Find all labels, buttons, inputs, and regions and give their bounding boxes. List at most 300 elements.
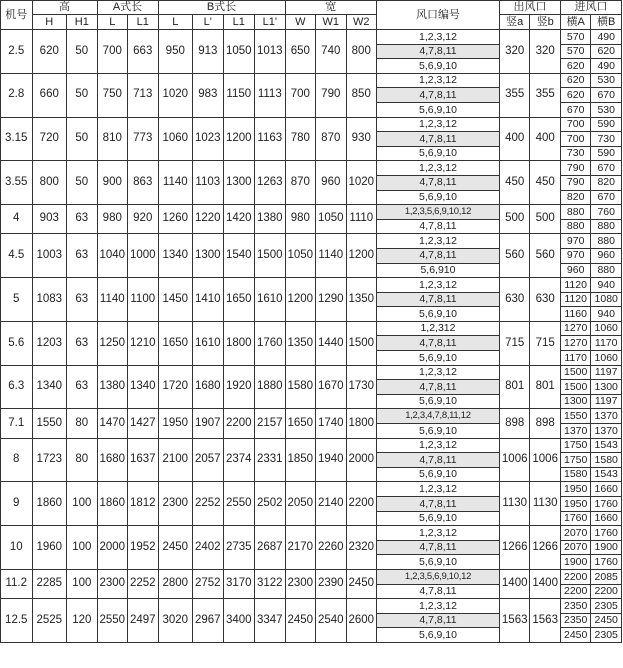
inlet-b-cell: 940: [591, 307, 622, 322]
dimension-cell-al1: 1427: [128, 409, 158, 438]
dimension-cell-bl: 1650: [158, 321, 193, 365]
outlet-code-cell: 4,7,8,11: [377, 219, 500, 234]
header-jihao: 机号: [1, 1, 33, 30]
dimension-cell-w2: 1110: [346, 205, 376, 234]
outlet-b-cell: 450: [530, 161, 560, 205]
inlet-b-cell: 760: [591, 205, 622, 220]
dimension-cell-blp: 1907: [193, 409, 223, 438]
outlet-code-cell: 4,7,8,11: [377, 44, 500, 59]
dimension-cell-w1: 870: [316, 117, 346, 161]
dimension-cell-al: 700: [97, 30, 127, 74]
dimension-cell-w: 650: [285, 30, 315, 74]
dimension-cell-h1: 120: [67, 599, 97, 643]
inlet-b-cell: 2305: [591, 599, 622, 614]
header-a-length: A式长: [97, 1, 158, 15]
dimension-cell-bl1: 1800: [223, 321, 255, 365]
dimension-cell-w: 1850: [285, 438, 315, 482]
inlet-a-cell: 620: [560, 88, 590, 103]
inlet-a-cell: 1170: [560, 351, 590, 366]
inlet-b-cell: 1760: [591, 555, 622, 570]
machine-no-cell: 9: [1, 482, 33, 526]
machine-no-cell: 2.5: [1, 30, 33, 74]
dimension-cell-bl: 1340: [158, 234, 193, 278]
dimension-cell-bl1p: 1163: [255, 117, 286, 161]
dimension-cell-al: 1040: [97, 234, 127, 278]
outlet-b-cell: 1130: [530, 482, 560, 526]
dimension-cell-al1: 2497: [128, 599, 158, 643]
inlet-a-cell: 960: [560, 263, 590, 278]
inlet-b-cell: 1660: [591, 482, 622, 497]
dimension-cell-bl1: 1540: [223, 234, 255, 278]
dimension-cell-bl1p: 1500: [255, 234, 286, 278]
machine-no-cell: 6.3: [1, 365, 33, 409]
dimension-cell-al: 750: [97, 73, 127, 117]
dimension-cell-bl: 1260: [158, 205, 193, 234]
dimension-cell-h1: 50: [67, 73, 97, 117]
dimension-cell-w2: 1500: [346, 321, 376, 365]
dimension-cell-blp: 1023: [193, 117, 223, 161]
machine-no-cell: 8: [1, 438, 33, 482]
outlet-code-cell: 1,2,3,12: [377, 365, 500, 380]
outlet-a-cell: 500: [499, 205, 529, 234]
table-row: [1, 117, 622, 132]
sub-header-row: [1, 15, 622, 30]
dimension-cell-bl1p: 1380: [255, 205, 286, 234]
dimension-cell-w: 1050: [285, 234, 315, 278]
outlet-b-cell: 400: [530, 117, 560, 161]
outlet-b-cell: 1563: [530, 599, 560, 643]
dimension-cell-blp: 1680: [193, 365, 223, 409]
table-row: [1, 365, 622, 380]
inlet-b-cell: 670: [591, 190, 622, 205]
inlet-b-cell: 1370: [591, 409, 622, 424]
dimension-cell-w1: 2540: [316, 599, 346, 643]
dimension-cell-blp: 1103: [193, 161, 223, 205]
dimension-cell-w2: 1800: [346, 409, 376, 438]
inlet-b-cell: 1760: [591, 497, 622, 512]
outlet-a-cell: 898: [499, 409, 529, 438]
dimension-cell-al: 900: [97, 161, 127, 205]
outlet-code-cell: 1,2,3,12: [377, 278, 500, 293]
dimension-cell-bl1p: 2157: [255, 409, 286, 438]
table-row: [1, 73, 622, 88]
inlet-b-cell: 1660: [591, 511, 622, 526]
outlet-code-cell: 4,7,8,11: [377, 584, 500, 599]
inlet-a-cell: 670: [560, 102, 590, 117]
inlet-a-cell: 1270: [560, 321, 590, 336]
dimension-cell-w1: 2140: [316, 482, 346, 526]
dimension-cell-h1: 80: [67, 409, 97, 438]
dimension-cell-w2: 2450: [346, 569, 376, 598]
dimension-cell-al1: 1210: [128, 321, 158, 365]
dimension-cell-w1: 2260: [316, 526, 346, 570]
inlet-a-cell: 570: [560, 44, 590, 59]
dimension-cell-w: 1200: [285, 278, 315, 322]
inlet-b-cell: 1370: [591, 424, 622, 439]
inlet-b-cell: 530: [591, 73, 622, 88]
dimension-cell-bl: 1140: [158, 161, 193, 205]
dimension-cell-blp: 1220: [193, 205, 223, 234]
inlet-a-cell: 620: [560, 73, 590, 88]
machine-no-cell: 5: [1, 278, 33, 322]
machine-no-cell: 7.1: [1, 409, 33, 438]
inlet-b-cell: 1900: [591, 540, 622, 555]
sub-header-cell: W: [285, 15, 315, 30]
inlet-b-cell: 1300: [591, 380, 622, 395]
dimension-cell-h: 1340: [32, 365, 67, 409]
dimension-cell-al1: 713: [128, 73, 158, 117]
table-row: [1, 482, 622, 497]
dimension-cell-bl1p: 2502: [255, 482, 286, 526]
inlet-a-cell: 2070: [560, 526, 590, 541]
inlet-b-cell: 1060: [591, 351, 622, 366]
dimension-cell-h1: 63: [67, 365, 97, 409]
inlet-a-cell: 730: [560, 146, 590, 161]
dimension-cell-bl1p: 1013: [255, 30, 286, 74]
dimension-cell-bl: 1450: [158, 278, 193, 322]
inlet-a-cell: 1120: [560, 292, 590, 307]
outlet-code-cell: 1,2,3,5,6,9,10,12: [377, 569, 500, 584]
machine-no-cell: 4.5: [1, 234, 33, 278]
inlet-a-cell: 1500: [560, 380, 590, 395]
inlet-a-cell: 700: [560, 132, 590, 147]
outlet-a-cell: 801: [499, 365, 529, 409]
inlet-a-cell: 1300: [560, 394, 590, 409]
inlet-b-cell: 620: [591, 44, 622, 59]
table-header: [1, 1, 622, 30]
inlet-b-cell: 730: [591, 132, 622, 147]
table-row: [1, 205, 622, 220]
inlet-a-cell: 1750: [560, 438, 590, 453]
sub-header-cell: L: [97, 15, 127, 30]
dimension-cell-al1: 773: [128, 117, 158, 161]
sub-header-cell: W1: [316, 15, 346, 30]
dimension-cell-h1: 50: [67, 117, 97, 161]
dimension-cell-al1: 920: [128, 205, 158, 234]
inlet-b-cell: 880: [591, 234, 622, 249]
dimension-cell-h: 660: [32, 73, 67, 117]
dimension-cell-h: 800: [32, 161, 67, 205]
outlet-a-cell: 630: [499, 278, 529, 322]
dimension-cell-w1: 790: [316, 73, 346, 117]
machine-no-cell: 10: [1, 526, 33, 570]
outlet-code-cell: 5,6,9,10: [377, 394, 500, 409]
dimension-cell-al: 1470: [97, 409, 127, 438]
dimension-cell-bl: 1950: [158, 409, 193, 438]
outlet-code-cell: 5,6,9,10: [377, 102, 500, 117]
outlet-b-cell: 898: [530, 409, 560, 438]
outlet-b-cell: 1006: [530, 438, 560, 482]
header-b-length: B式长: [158, 1, 285, 15]
dimension-cell-blp: 1300: [193, 234, 223, 278]
outlet-b-cell: 560: [530, 234, 560, 278]
outlet-code-cell: 1,2,3,12: [377, 599, 500, 614]
outlet-code-cell: 1,2,3,12: [377, 438, 500, 453]
dimension-cell-al: 1140: [97, 278, 127, 322]
machine-no-cell: 3.15: [1, 117, 33, 161]
outlet-code-cell: 1,2,3,5,6,9,10,12: [377, 205, 500, 220]
dimension-cell-h: 1083: [32, 278, 67, 322]
table-body: [1, 30, 622, 643]
sub-header-cell: L1: [223, 15, 255, 30]
dimension-cell-w2: 850: [346, 73, 376, 117]
outlet-a-cell: 320: [499, 30, 529, 74]
dimension-cell-al: 1380: [97, 365, 127, 409]
dimension-cell-blp: 2967: [193, 599, 223, 643]
dimension-cell-blp: 913: [193, 30, 223, 74]
dimension-cell-bl1: 1650: [223, 278, 255, 322]
dimension-cell-al1: 1340: [128, 365, 158, 409]
dimension-cell-bl1: 1150: [223, 73, 255, 117]
dimension-cell-bl1: 1420: [223, 205, 255, 234]
sub-header-cell: L1': [255, 15, 286, 30]
inlet-a-cell: 620: [560, 59, 590, 74]
inlet-a-cell: 2350: [560, 599, 590, 614]
dimension-cell-al1: 663: [128, 30, 158, 74]
inlet-b-cell: 1760: [591, 526, 622, 541]
outlet-code-cell: 4,7,8,11: [377, 540, 500, 555]
inlet-a-cell: 1950: [560, 497, 590, 512]
inlet-b-cell: 490: [591, 59, 622, 74]
inlet-b-cell: 1060: [591, 321, 622, 336]
dimension-cell-bl1: 2735: [223, 526, 255, 570]
dimension-cell-blp: 1610: [193, 321, 223, 365]
header-outlet: 出风口: [499, 1, 560, 15]
outlet-code-cell: 1,2,3,12: [377, 117, 500, 132]
dimension-cell-w: 2170: [285, 526, 315, 570]
inlet-a-cell: 880: [560, 219, 590, 234]
dimension-cell-h: 1723: [32, 438, 67, 482]
inlet-b-cell: 590: [591, 146, 622, 161]
dimension-cell-bl1p: 1113: [255, 73, 286, 117]
machine-no-cell: 2.8: [1, 73, 33, 117]
dimension-cell-blp: 983: [193, 73, 223, 117]
outlet-a-cell: 450: [499, 161, 529, 205]
inlet-b-cell: 2305: [591, 628, 622, 643]
inlet-b-cell: 1580: [591, 453, 622, 468]
machine-no-cell: 11.2: [1, 569, 33, 598]
outlet-code-cell: 4,7,8,11: [377, 292, 500, 307]
inlet-b-cell: 1543: [591, 438, 622, 453]
outlet-code-cell: 5,6,9,10: [377, 307, 500, 322]
dimension-cell-w1: 1050: [316, 205, 346, 234]
dimension-cell-w: 1650: [285, 409, 315, 438]
dimension-cell-w2: 1730: [346, 365, 376, 409]
dimension-cell-h: 720: [32, 117, 67, 161]
dimension-cell-h1: 63: [67, 321, 97, 365]
inlet-b-cell: 1170: [591, 336, 622, 351]
outlet-a-cell: 560: [499, 234, 529, 278]
inlet-b-cell: 1543: [591, 467, 622, 482]
dimension-cell-bl1p: 1880: [255, 365, 286, 409]
outlet-code-cell: 5,6,9,10: [377, 467, 500, 482]
dimension-cell-w: 2450: [285, 599, 315, 643]
dimension-cell-bl1: 2200: [223, 409, 255, 438]
dimension-cell-w: 2300: [285, 569, 315, 598]
dimension-cell-w2: 1350: [346, 278, 376, 322]
dimension-cell-h1: 63: [67, 278, 97, 322]
dimension-cell-blp: 2752: [193, 569, 223, 598]
outlet-a-cell: 400: [499, 117, 529, 161]
sub-header-cell: 横B: [591, 15, 622, 30]
outlet-code-cell: 4,7,8,11: [377, 88, 500, 103]
dimension-cell-w1: 1740: [316, 409, 346, 438]
dimension-cell-h1: 50: [67, 161, 97, 205]
dimension-cell-w1: 1290: [316, 278, 346, 322]
inlet-b-cell: 960: [591, 248, 622, 263]
inlet-a-cell: 2200: [560, 584, 590, 599]
inlet-b-cell: 670: [591, 161, 622, 176]
dimension-cell-w2: 2320: [346, 526, 376, 570]
dimension-cell-bl: 1720: [158, 365, 193, 409]
outlet-code-cell: 1,2,3,12: [377, 30, 500, 45]
inlet-a-cell: 790: [560, 161, 590, 176]
inlet-b-cell: 1197: [591, 365, 622, 380]
inlet-b-cell: 940: [591, 278, 622, 293]
dimension-cell-w: 1350: [285, 321, 315, 365]
table-row: [1, 234, 622, 249]
inlet-a-cell: 2070: [560, 540, 590, 555]
outlet-code-cell: 4,7,8,11: [377, 336, 500, 351]
table-row: [1, 321, 622, 336]
dimension-cell-al1: 1952: [128, 526, 158, 570]
outlet-code-cell: 5,6,9,10: [377, 59, 500, 74]
dimension-cell-w1: 740: [316, 30, 346, 74]
machine-no-cell: 5.6: [1, 321, 33, 365]
dimension-cell-w: 980: [285, 205, 315, 234]
inlet-a-cell: 2450: [560, 628, 590, 643]
dimension-cell-bl1: 3170: [223, 569, 255, 598]
outlet-a-cell: 1130: [499, 482, 529, 526]
outlet-code-cell: 1,2,3,12: [377, 526, 500, 541]
dimension-cell-bl: 950: [158, 30, 193, 74]
dimension-cell-blp: 2057: [193, 438, 223, 482]
inlet-a-cell: 2350: [560, 613, 590, 628]
dimension-cell-blp: 1410: [193, 278, 223, 322]
inlet-b-cell: 880: [591, 219, 622, 234]
dimension-cell-al: 1250: [97, 321, 127, 365]
inlet-b-cell: 820: [591, 175, 622, 190]
dimension-cell-w: 2050: [285, 482, 315, 526]
inlet-a-cell: 1950: [560, 482, 590, 497]
dimension-cell-al: 810: [97, 117, 127, 161]
inlet-b-cell: 590: [591, 117, 622, 132]
outlet-b-cell: 715: [530, 321, 560, 365]
sub-header-cell: 竖b: [530, 15, 560, 30]
dimension-cell-w1: 1670: [316, 365, 346, 409]
outlet-a-cell: 715: [499, 321, 529, 365]
outlet-b-cell: 320: [530, 30, 560, 74]
table-row: [1, 409, 622, 424]
inlet-b-cell: 1080: [591, 292, 622, 307]
sub-header-cell: L': [193, 15, 223, 30]
outlet-code-cell: 4,7,8,11: [377, 132, 500, 147]
dimension-cell-h: 903: [32, 205, 67, 234]
dimension-cell-w2: 2600: [346, 599, 376, 643]
outlet-a-cell: 1266: [499, 526, 529, 570]
dimension-cell-w: 870: [285, 161, 315, 205]
dimension-cell-al1: 1100: [128, 278, 158, 322]
dimension-cell-al1: 1637: [128, 438, 158, 482]
outlet-code-cell: 5,6,9,10: [377, 146, 500, 161]
sub-header-cell: L: [158, 15, 193, 30]
dimension-cell-h: 620: [32, 30, 67, 74]
inlet-a-cell: 820: [560, 190, 590, 205]
dimension-cell-h: 1003: [32, 234, 67, 278]
outlet-b-cell: 355: [530, 73, 560, 117]
outlet-b-cell: 1400: [530, 569, 560, 598]
dimension-cell-w2: 930: [346, 117, 376, 161]
outlet-code-cell: 5,6,9,10: [377, 424, 500, 439]
dimension-cell-w2: 1020: [346, 161, 376, 205]
outlet-a-cell: 355: [499, 73, 529, 117]
dimension-cell-bl: 2100: [158, 438, 193, 482]
dimension-cell-al1: 1000: [128, 234, 158, 278]
table-row: [1, 30, 622, 45]
dimension-cell-w2: 1200: [346, 234, 376, 278]
outlet-b-cell: 1266: [530, 526, 560, 570]
dimension-cell-bl: 2300: [158, 482, 193, 526]
table-row: [1, 569, 622, 584]
dimension-cell-al1: 2252: [128, 569, 158, 598]
inlet-b-cell: 670: [591, 88, 622, 103]
outlet-code-cell: 5,6,910: [377, 263, 500, 278]
dimension-cell-blp: 2252: [193, 482, 223, 526]
outlet-code-cell: 5,6,9,10: [377, 190, 500, 205]
dimension-cell-al: 1860: [97, 482, 127, 526]
sub-header-cell: 横A: [560, 15, 590, 30]
inlet-a-cell: 970: [560, 234, 590, 249]
inlet-b-cell: 2450: [591, 613, 622, 628]
dimension-cell-bl1: 3400: [223, 599, 255, 643]
dimension-cell-al: 980: [97, 205, 127, 234]
table-row: [1, 526, 622, 541]
dimension-cell-bl1p: 2687: [255, 526, 286, 570]
outlet-code-cell: 4,7,8,11: [377, 248, 500, 263]
inlet-a-cell: 1580: [560, 467, 590, 482]
dimension-cell-h: 1550: [32, 409, 67, 438]
outlet-a-cell: 1006: [499, 438, 529, 482]
inlet-a-cell: 1900: [560, 555, 590, 570]
dimension-cell-h1: 80: [67, 438, 97, 482]
dimension-cell-bl1p: 2331: [255, 438, 286, 482]
inlet-a-cell: 1760: [560, 511, 590, 526]
outlet-code-cell: 1,2,3,12: [377, 161, 500, 176]
dimension-cell-bl1: 1300: [223, 161, 255, 205]
outlet-code-cell: 1,2,3,12: [377, 73, 500, 88]
inlet-a-cell: 790: [560, 175, 590, 190]
inlet-a-cell: 1160: [560, 307, 590, 322]
dimension-cell-al1: 863: [128, 161, 158, 205]
outlet-a-cell: 1563: [499, 599, 529, 643]
outlet-code-cell: 4,7,8,11: [377, 175, 500, 190]
machine-no-cell: 4: [1, 205, 33, 234]
header-gao: 高: [32, 1, 97, 15]
sub-header-cell: L1: [128, 15, 158, 30]
dimension-cell-al1: 1812: [128, 482, 158, 526]
inlet-b-cell: 880: [591, 263, 622, 278]
outlet-code-cell: 1,2,3,12: [377, 482, 500, 497]
dimension-cell-bl: 1020: [158, 73, 193, 117]
outlet-code-cell: 1,2,3,12: [377, 234, 500, 249]
dimension-cell-w1: 2390: [316, 569, 346, 598]
dimension-cell-bl1: 2374: [223, 438, 255, 482]
header-inlet: 进风口: [560, 1, 621, 15]
outlet-b-cell: 630: [530, 278, 560, 322]
dimension-cell-w2: 2000: [346, 438, 376, 482]
dimension-cell-al: 2000: [97, 526, 127, 570]
inlet-b-cell: 490: [591, 30, 622, 45]
